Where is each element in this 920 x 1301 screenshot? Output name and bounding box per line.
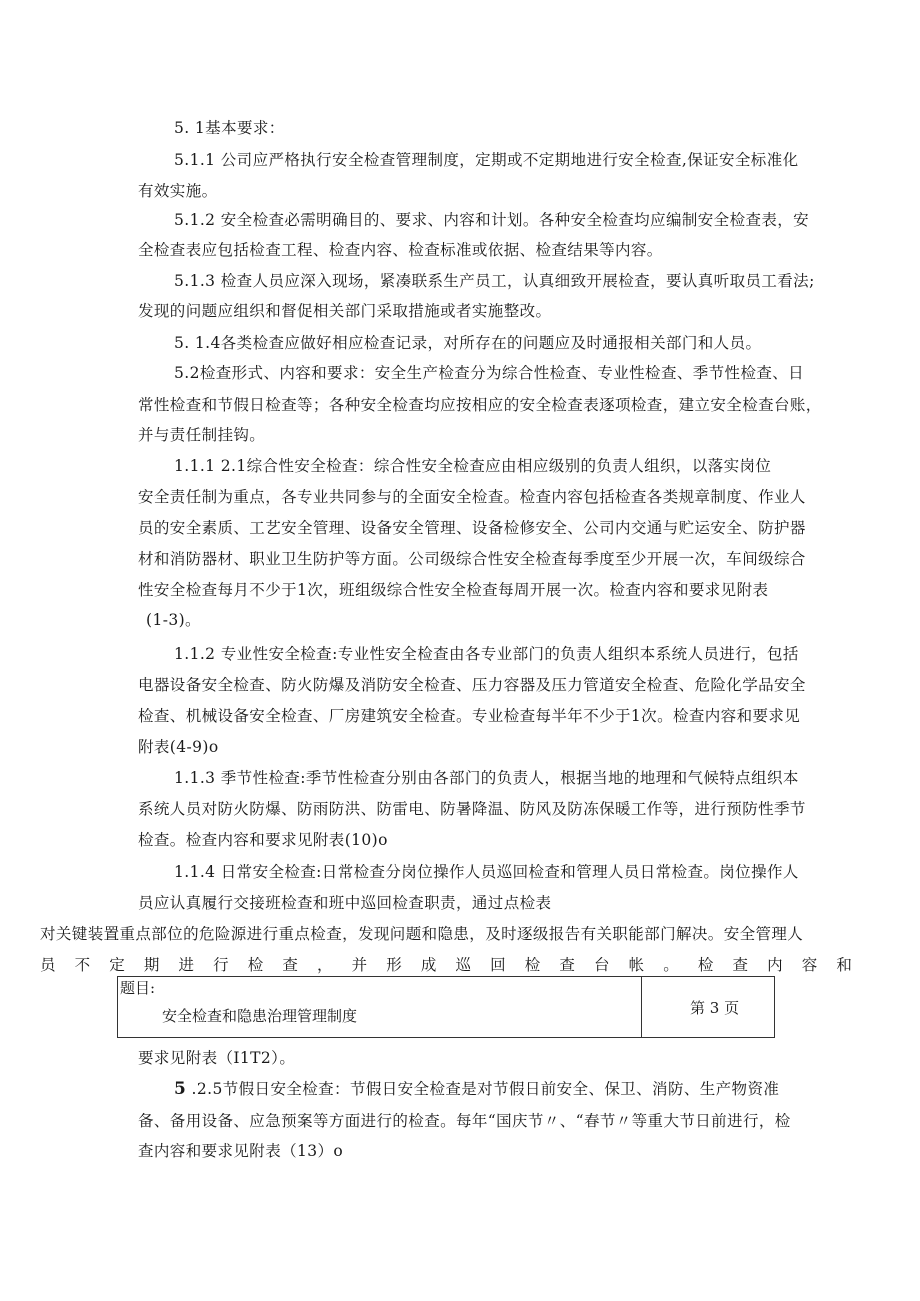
text-line: 员应认真履行交接班检查和班中巡回检查职责，通过点检表 [138, 894, 552, 912]
text-line: 备、备用设备、应急预案等方面进行的检查。每年“国庆节〃、“春节〃等重大节日前进行，检 [138, 1112, 791, 1130]
text-line: 5.1.1 公司应严格执行安全检查管理制度，定期或不定期地进行安全检查,保证安全标准化 [174, 151, 799, 169]
footer-divider [641, 977, 642, 1037]
text-line: 1.1.3 季节性检查:季节性检查分别由各部门的负责人，根据当地的地理和气候特点组织本 [174, 769, 799, 787]
text-line: 1.1.4 日常安全检查:日常检查分岗位操作人员巡回检查和管理人员日常检查。岗位操作人 [174, 863, 799, 881]
text-line: 常性检查和节假日检查等；各种安全检查均应按相应的安全检查表逐项检查，建立安全检查台账， [138, 396, 822, 414]
page-footer-box [117, 976, 775, 1038]
spread-char: 台 [594, 956, 610, 974]
text-line: (1-3)。 [146, 611, 201, 629]
spread-char: ， [317, 956, 333, 974]
text-line: 员的安全素质、工艺安全管理、设备安全管理、设备检修安全、公司内交通与贮运安全、防护器 [138, 519, 806, 537]
text-line: 性安全检查每月不少于1次，班组级综合性安全检查每周开展一次。检查内容和要求见附表 [138, 581, 769, 599]
section-text: .2.5节假日安全检查：节假日安全检查是对节假日前安全、保卫、消防、生产物资准 [186, 1080, 780, 1098]
text-line: 系统人员对防火防爆、防雨防洪、防雷电、防暑降温、防风及防冻保暖工作等，进行预防性季节 [138, 800, 806, 818]
spread-char: 查 [559, 956, 575, 974]
text-line: 检查、机械设备安全检查、厂房建筑安全检查。专业检查每半年不少于1次。检查内容和要求见 [138, 707, 801, 725]
spread-char: 定 [109, 956, 125, 974]
footer-title: 安全检查和隐患治理管理制度 [162, 1007, 358, 1025]
spread-char: 检 [247, 956, 264, 974]
spread-char: 期 [143, 956, 160, 974]
spread-char: 和 [836, 956, 852, 974]
spread-char: 巡 [455, 956, 472, 974]
spread-char: 进 [178, 956, 195, 974]
text-line: 5.1.3 检查人员应深入现场，紧凑联系生产员工，认真细致开展检查，要认真听取员工看法; [174, 272, 815, 290]
text-line: 要求见附表（I1T2）。 [138, 1049, 296, 1067]
spread-char: 形 [386, 956, 402, 974]
spread-char: 。 [663, 956, 679, 974]
text-line: 1.1.2 专业性安全检查:专业性安全检查由各专业部门的负责人组织本系统人员进行，包括 [174, 645, 799, 663]
text-line: 全检查表应包括检查工程、检查内容、检查标准或依据、检查结果等内容。 [138, 241, 663, 259]
text-line: 5. 1.4各类检查应做好相应检查记录，对所存在的问题应及时通报相关部门和人员。 [174, 334, 762, 352]
text-line: 查内容和要求见附表（13）o [138, 1142, 344, 1160]
spread-char: 行 [213, 956, 229, 974]
spread-char: 帐 [628, 956, 645, 974]
text-line: 有效实施。 [138, 182, 218, 200]
text-line: 安全责任制为重点，各专业共同参与的全面安全检查。检查内容包括检查各类规章制度、作业人 [138, 488, 806, 506]
text-line: 电器设备安全检查、防火防爆及消防安全检查、压力容器及压力管道安全检查、危险化学品安全 [138, 676, 806, 694]
spread-char: 回 [490, 956, 506, 974]
text-line-spread [40, 955, 852, 975]
spread-char: 查 [732, 956, 749, 974]
spread-char: 容 [801, 956, 818, 974]
spread-char: 检 [524, 956, 541, 974]
spread-char: 内 [767, 956, 783, 974]
footer-page-number: 第 3 页 [690, 999, 740, 1017]
spread-char: 不 [74, 956, 91, 974]
spread-char: 检 [697, 956, 714, 974]
text-line: 对关键装置重点部位的危险源进行重点检查，发现问题和隐患，及时逐级报告有关职能部门解决。安全管理人 [40, 925, 804, 943]
text-line: 5.1.2 安全检查必需明确目的、要求、内容和计划。各种安全检查均应编制安全检查表，安 [174, 211, 810, 229]
text-line: 1.1.1 2.1综合性安全检查：综合性安全检查应由相应级别的负责人组织，以落实岗位 [174, 457, 772, 475]
text-line: 检查。检查内容和要求见附表(10)o [138, 831, 388, 849]
spread-char: 查 [282, 956, 298, 974]
section-number: 5 [174, 1079, 187, 1099]
text-line: 材和消防器材、职业卫生防护等方面。公司级综合性安全检查每季度至少开展一次，车间级综合 [138, 550, 806, 568]
text-line: 附表(4-9)o [138, 738, 219, 756]
text-line: 并与责任制挂钩。 [138, 426, 266, 444]
text-line: 5. 1基本要求： [174, 119, 285, 137]
text-line: 5.2检查形式、内容和要求：安全生产检查分为综合性检查、专业性检查、季节性检查、日 [174, 364, 805, 382]
spread-char: 成 [420, 956, 437, 974]
spread-char: 并 [351, 956, 368, 974]
section-heading-line [174, 1079, 779, 1099]
text-line: 发现的问题应组织和督促相关部门采取措施或者实施整改。 [138, 302, 552, 320]
spread-char: 员 [40, 956, 56, 974]
footer-label: 题目: [120, 979, 156, 997]
